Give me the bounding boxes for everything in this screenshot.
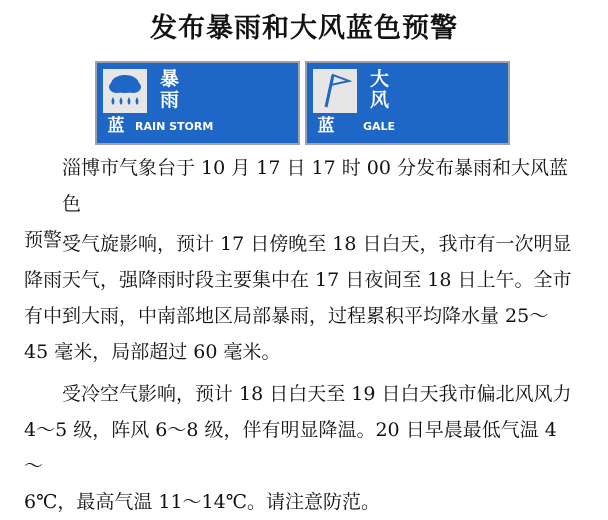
text-line: 6℃，最高气温 11～14℃。请注意防范。 — [24, 491, 380, 513]
text-line: 淄博市气象台于 10 月 17 日 17 时 00 分发布暴雨和大风蓝色 — [62, 157, 569, 215]
english-label: RAIN STORM — [135, 119, 214, 133]
text-line: 降雨天气，强降雨时段主要集中在 17 日夜间至 18 日上午。全市 — [24, 269, 572, 291]
text-line: 预警： — [24, 229, 82, 251]
text-line: 受冷空气影响，预计 18 日白天至 19 日白天我市偏北风风力 — [62, 383, 572, 405]
level-label: 蓝 — [317, 116, 335, 136]
level-label: 蓝 — [107, 116, 125, 136]
wind-flag-icon — [313, 69, 357, 113]
rain-cloud-icon — [103, 69, 147, 113]
text-line: 有中到大雨，中南部地区局部暴雨，过程累积平均降水量 25～ — [24, 305, 549, 327]
text-line: 4～5 级，阵风 6～8 级，伴有明显降温。20 日早晨最低气温 4～ — [24, 419, 557, 477]
english-label: GALE — [363, 119, 396, 133]
text-line: 受气旋影响，预计 17 日傍晚至 18 日白天，我市有一次明显 — [62, 233, 572, 255]
paragraph — [24, 376, 572, 520]
gale-warning-badge — [305, 61, 510, 145]
rainstorm-warning-badge — [95, 61, 300, 145]
page-title: 发布暴雨和大风蓝色预警 — [150, 13, 458, 44]
text-line: 45 毫米，局部超过 60 毫米。 — [24, 341, 281, 363]
rainstorm-name: 暴 雨 — [159, 68, 179, 111]
gale-name: 大 风 — [369, 68, 389, 111]
